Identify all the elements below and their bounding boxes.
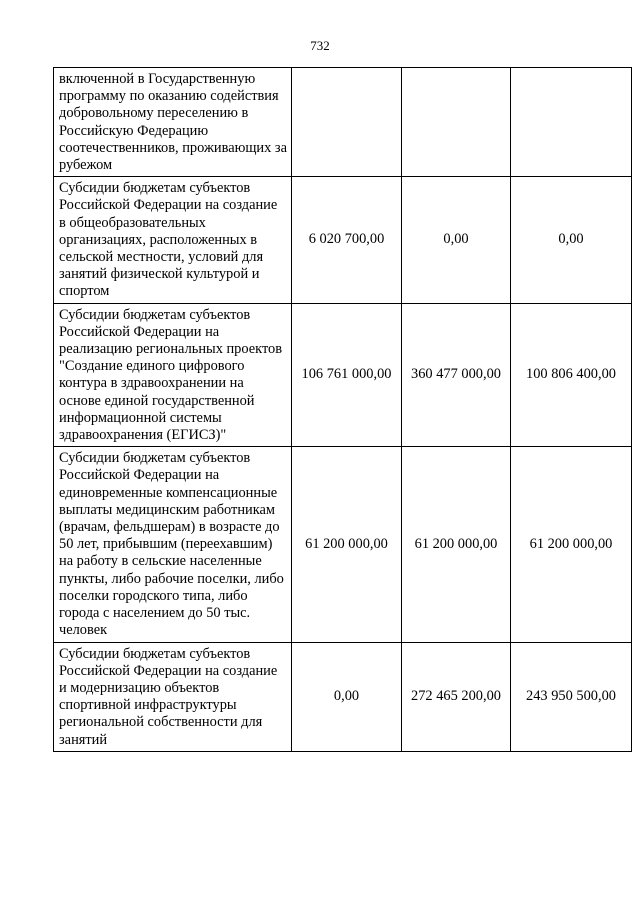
value-cell <box>402 68 511 177</box>
value-cell: 360 477 000,00 <box>402 303 511 447</box>
table-row <box>54 68 632 177</box>
table-row <box>54 447 632 642</box>
value-cell <box>292 68 402 177</box>
table-row <box>54 642 632 751</box>
value-cell: 0,00 <box>402 177 511 303</box>
table-row <box>54 177 632 303</box>
value-cell: 6 020 700,00 <box>292 177 402 303</box>
row-description: Субсидии бюджетам субъектов Российской Федерации на создание и модернизацию объектов спортивной инфраструктуры региональной собственности для занятий <box>54 642 292 751</box>
value-cell: 0,00 <box>292 642 402 751</box>
value-cell: 243 950 500,00 <box>511 642 632 751</box>
value-cell: 100 806 400,00 <box>511 303 632 447</box>
table-row <box>54 303 632 447</box>
value-cell: 0,00 <box>511 177 632 303</box>
value-cell <box>511 68 632 177</box>
value-cell: 272 465 200,00 <box>402 642 511 751</box>
row-description: Субсидии бюджетам субъектов Российской Федерации на единовременные компенсационные выплаты медицинским работникам (врачам, фельдшерам) в возрасте до 50 лет, прибывшим (переехавшим) на работу в сельские населенные пункты, либо рабочие поселки, либо поселки городского типа, либо города с населением до 50 тыс. человек <box>54 447 292 642</box>
value-cell: 61 200 000,00 <box>402 447 511 642</box>
value-cell: 61 200 000,00 <box>292 447 402 642</box>
row-description: Субсидии бюджетам субъектов Российской Федерации на создание в общеобразовательных организациях, расположенных в сельской местности, условий для занятий физической культурой и спортом <box>54 177 292 303</box>
row-description: Субсидии бюджетам субъектов Российской Федерации на реализацию региональных проектов "Создание единого цифрового контура в здравоохранении на основе единой государственной информационной системы здравоохранения (ЕГИСЗ)" <box>54 303 292 447</box>
budget-table <box>53 67 632 752</box>
value-cell: 106 761 000,00 <box>292 303 402 447</box>
page-number: 732 <box>310 38 330 53</box>
value-cell: 61 200 000,00 <box>511 447 632 642</box>
row-description: включенной в Государственную программу по оказанию содействия добровольному переселению в Российскую Федерацию соотечественников, проживающих за рубежом <box>54 68 292 177</box>
